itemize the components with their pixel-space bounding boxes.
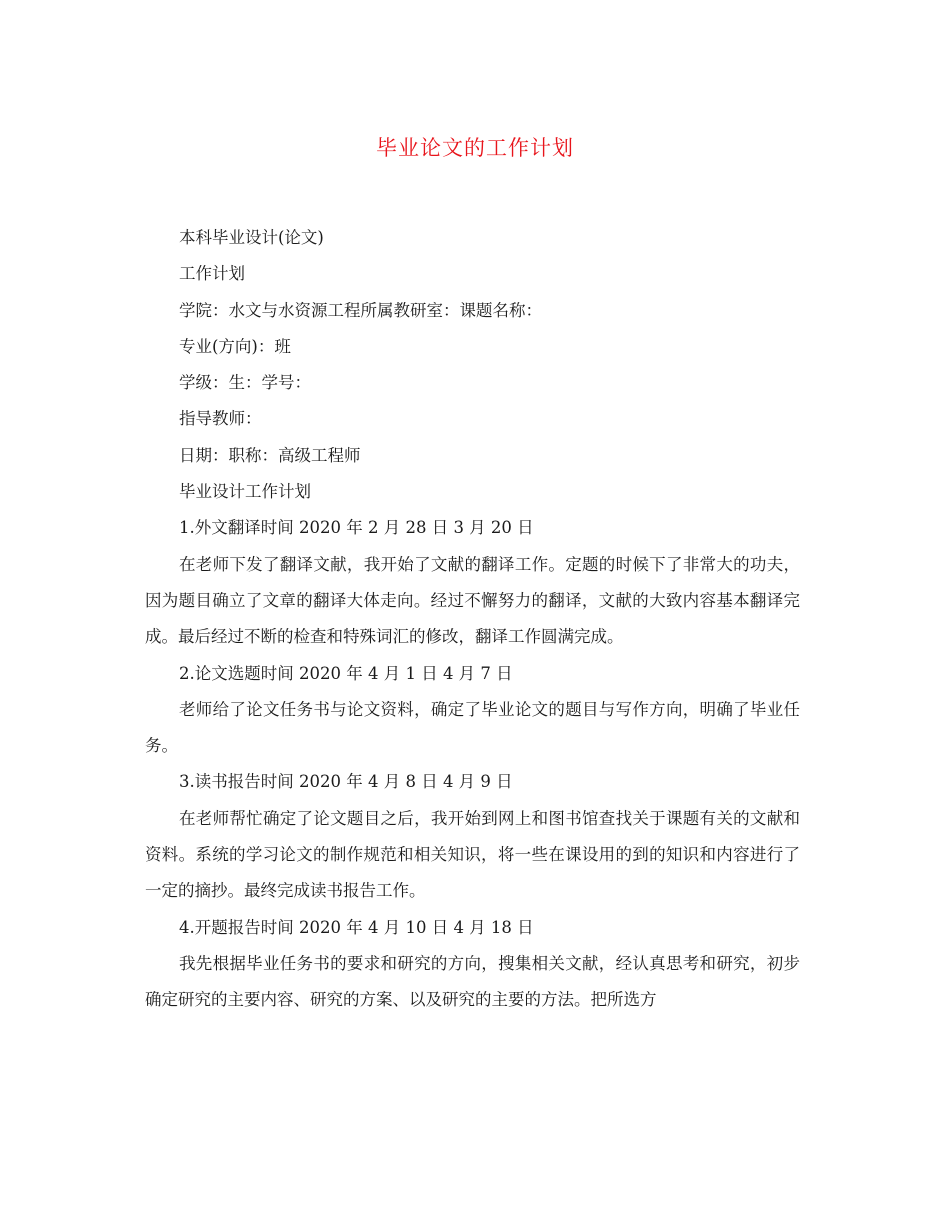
line-student: 学级：生：学号： bbox=[179, 373, 311, 393]
section-text-reading-report: 在老师帮忙确定了论文题目之后，我开始到网上和图书馆查找关于课题有关的文献和资料。系统的学习论文的制作规范和相关知识，将一些在课设用的到的知识和内容进行了一定的摘抄。最终完成读书报告工作。 bbox=[145, 808, 800, 901]
document-title: 毕业论文的工作计划 bbox=[376, 136, 574, 160]
line-design-plan: 毕业设计工作计划 bbox=[179, 482, 311, 502]
section-heading-reading-report: 3.读书报告时间 2020 年 4 月 8 日 4 月 9 日 bbox=[179, 772, 513, 792]
line-advisor: 指导教师： bbox=[179, 409, 262, 429]
section-text-proposal: 我先根据毕业任务书的要求和研究的方向，搜集相关文献，经认真思考和研究，初步确定研究的主要内容、研究的方案、以及研究的主要的方法。把所选方 bbox=[145, 953, 800, 1010]
section-text-topic: 老师给了论文任务书与论文资料，确定了毕业论文的题目与写作方向，明确了毕业任务。 bbox=[145, 699, 800, 756]
line-work-plan: 工作计划 bbox=[179, 264, 245, 284]
line-college: 学院：水文与水资源工程所属教研室：课题名称： bbox=[179, 300, 542, 320]
line-degree: 本科毕业设计(论文) bbox=[179, 228, 324, 247]
document-body bbox=[145, 220, 800, 1019]
line-major: 专业(方向)：班 bbox=[179, 336, 291, 356]
section-text-translation: 在老师下发了翻译文献，我开始了文献的翻译工作。定题的时候下了非常大的功夫，因为题目确立了文章的翻译大体走向。经过不懈努力的翻译，文献的大致内容基本翻译完成。最后经过不断的检查和特殊词汇的修改，翻译工作圆满完成。 bbox=[145, 554, 800, 647]
line-date: 日期：职称：高级工程师 bbox=[179, 445, 361, 465]
section-heading-topic: 2.论文选题时间 2020 年 4 月 1 日 4 月 7 日 bbox=[179, 663, 513, 683]
section-heading-translation: 1.外文翻译时间 2020 年 2 月 28 日 3 月 20 日 bbox=[179, 518, 534, 538]
section-heading-proposal: 4.开题报告时间 2020 年 4 月 10 日 4 月 18 日 bbox=[179, 917, 534, 937]
